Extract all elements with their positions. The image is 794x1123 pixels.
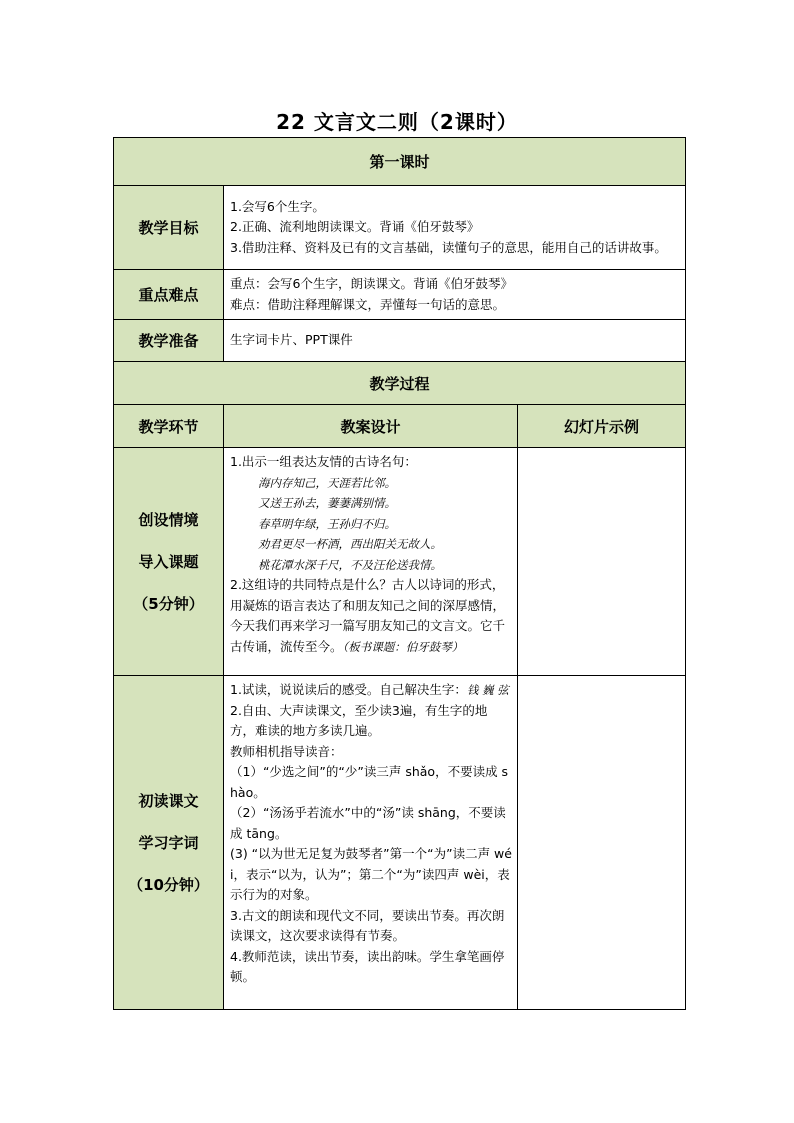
stage2-p5: （2）“汤汤乎若流水”中的“汤”读 shāng，不要读成 tāng。 — [230, 805, 506, 841]
stage2-label-line1: 初读课文 — [138, 791, 199, 810]
stage2-slides — [518, 676, 686, 1010]
stage1-label-line3: （5分钟） — [133, 594, 204, 613]
new-characters: 钱 巍 弦 — [466, 683, 509, 697]
stage2-label — [114, 676, 224, 1010]
process-header: 教学过程 — [114, 362, 686, 405]
poem-line-2: 又送王孙去，萋萋满别情。 — [258, 496, 396, 510]
stage1-label-line1: 创设情境 — [138, 510, 199, 529]
preparation-label: 教学准备 — [114, 320, 224, 362]
stage1-label — [114, 448, 224, 676]
key-points-row — [114, 270, 686, 320]
preparation-row — [114, 320, 686, 362]
stage2-p6: (3) “以为世无足复为鼓琴者”第一个“为”读二声 wéi，表示“以为，认为”；第二个“为”读四声 wèi，表示行为的对象。 — [230, 846, 512, 902]
stage2-label-line3: （10分钟） — [128, 875, 209, 894]
stage1-label-line2: 导入课题 — [138, 552, 199, 571]
key-points-content — [224, 270, 686, 320]
objectives-label: 教学目标 — [114, 186, 224, 270]
lesson1-header: 第一课时 — [114, 138, 686, 186]
page-title: 22 文言文二则（2课时） — [276, 110, 518, 134]
col-stage-header: 教学环节 — [114, 405, 224, 448]
lesson-plan-table — [113, 137, 686, 1010]
stage2-p8: 4.教师范读，读出节奏，读出韵味。学生拿笔画停顿。 — [230, 948, 505, 984]
col-slides-header: 幻灯片示例 — [518, 405, 686, 448]
process-header-row — [114, 362, 686, 405]
stage2-p1-text: 1.试读，说说读后的感受。自己解决生字： — [230, 682, 467, 697]
objective-2: 2.正确、流利地朗读课文。背诵《伯牙鼓琴》 — [230, 219, 480, 235]
stage1-content — [224, 448, 518, 676]
stage2-label-line2: 学习字词 — [138, 833, 199, 852]
stage2-p3: 教师相机指导读音： — [230, 743, 343, 759]
objective-3: 3.借助注释、资料及已有的文言基础，读懂句子的意思，能用自己的话讲故事。 — [230, 239, 667, 255]
stage2-p4: （1）“少选之间”的“少”读三声 shǎo，不要读成 shào。 — [230, 764, 509, 800]
key-point: 重点：会写6个生字，朗读课文。背诵《伯牙鼓琴》 — [230, 276, 513, 291]
poem-line-1: 海内存知己，天涯若比邻。 — [258, 475, 396, 490]
stage1-row — [114, 448, 686, 676]
poem-line-5: 桃花潭水深千尺，不及汪伦送我情。 — [258, 557, 442, 572]
stage1-question: 2.这组诗的共同特点是什么？古人以诗词的形式，用凝炼的语言表达了和朋友知己之间的深厚感情，今天我们再来学习一篇写朋友知己的文言文。它千古传诵，流传至今。 — [230, 577, 506, 654]
column-header-row — [114, 405, 686, 448]
stage2-content — [224, 676, 518, 1010]
objective-1: 1.会写6个生字。 — [230, 198, 325, 214]
stage1-intro: 1.出示一组表达友情的古诗名句： — [230, 454, 417, 469]
stage2-row — [114, 676, 686, 1010]
objectives-content — [224, 186, 686, 270]
stage2-p1 — [230, 680, 512, 701]
difficult-point: 难点：借助注释理解课文，弄懂每一句话的意思。 — [230, 296, 506, 312]
poem-line-3: 春草明年绿，王孙归不归。 — [258, 516, 396, 531]
col-design-header: 教案设计 — [224, 405, 518, 448]
key-points-label: 重点难点 — [114, 270, 224, 320]
preparation-content: 生字词卡片、PPT课件 — [224, 320, 686, 362]
objectives-row — [114, 186, 686, 270]
lesson1-header-row — [114, 138, 686, 186]
stage1-slides — [518, 448, 686, 676]
stage2-p2: 2.自由、大声读课文，至少读3遍，有生字的地方，难读的地方多读几遍。 — [230, 702, 488, 738]
stage1-board-note: （板书课题：伯牙鼓琴） — [342, 639, 464, 654]
poem-line-4: 劝君更尽一杯酒，西出阳关无故人。 — [258, 537, 442, 551]
stage2-p7: 3.古文的朗读和现代文不同，要读出节奏。再次朗读课文，这次要求读得有节奏。 — [230, 907, 505, 943]
